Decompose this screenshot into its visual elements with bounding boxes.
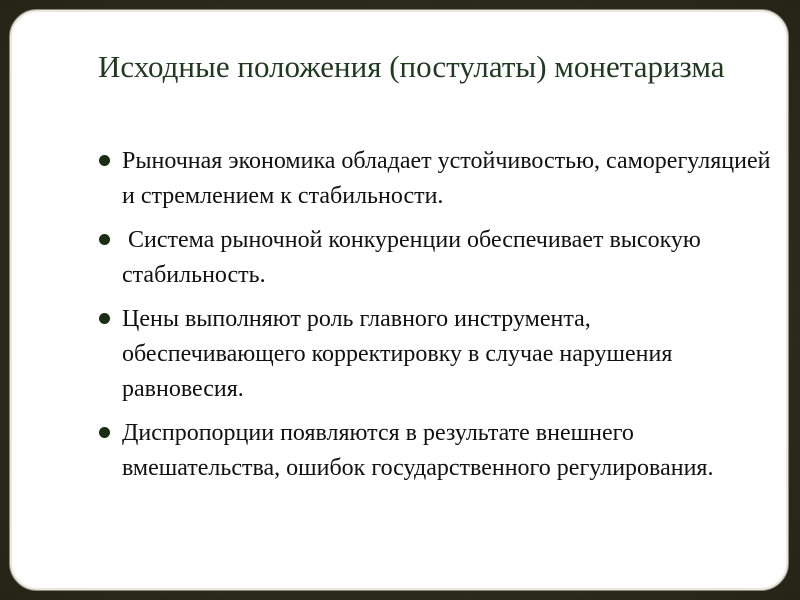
bullet-text: Рыночная экономика обладает устойчивостью, саморегуляцией и стремлением к стабильности. [122,148,777,209]
bullet-item [94,302,774,407]
bullet-icon [99,313,110,324]
bullet-list [94,144,777,495]
bullet-icon [99,155,110,166]
bullet-text: Система рыночной конкуренции обеспечивает высокую стабильность. [122,227,707,288]
bullet-item [94,144,777,214]
bullet-icon [99,234,110,245]
slide-title: Исходные положения (постулаты) монетаризма [98,49,725,84]
bullet-text: Диспропорции появляются в результате внешнего вмешательства, ошибок государственного регулирования. [122,420,714,481]
slide-card [9,9,789,591]
bullet-icon [99,427,110,438]
bullet-text: Цены выполняют роль главного инструмента, обеспечивающего корректировку в случае нарушения равновесия. [122,306,679,402]
bullet-item [94,416,774,486]
bullet-item [94,223,774,293]
